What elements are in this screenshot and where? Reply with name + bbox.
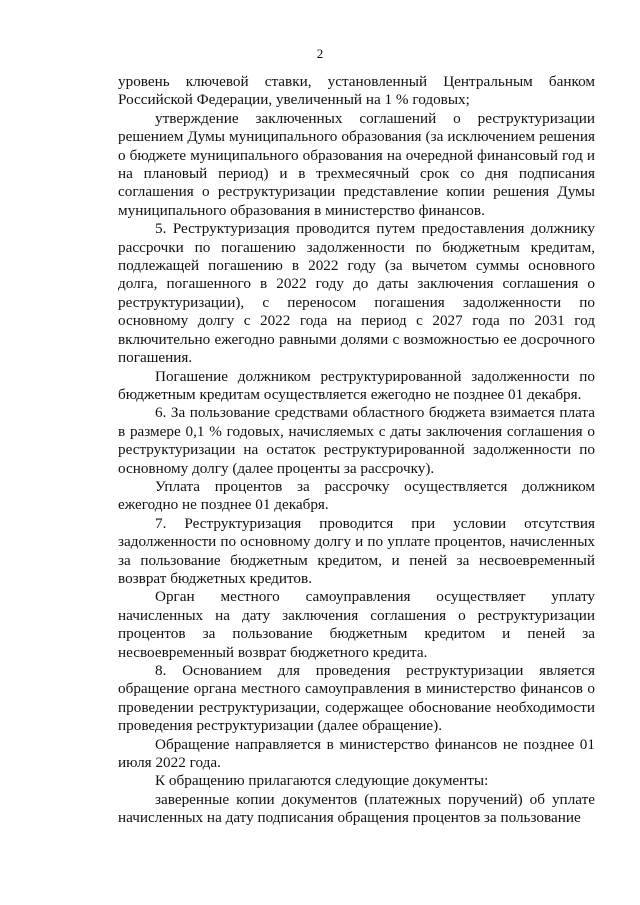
- paragraph: 8. Основанием для проведения реструктуризации является обращение органа местного самоуправления в министерство финансов о проведении реструктуризации, содержащее обоснование необходимости проведения реструктуризации (далее обращение).: [118, 662, 595, 735]
- paragraph: уровень ключевой ставки, установленный Центральным банком Российской Федерации, увеличенный на 1 % годовых;: [118, 73, 595, 109]
- paragraph: заверенные копии документов (платежных поручений) об уплате начисленных на дату подписания обращения процентов за пользование: [118, 790, 595, 827]
- paragraph: К обращению прилагаются следующие документы:: [155, 772, 489, 790]
- paragraph: Орган местного самоуправления осуществляет уплату начисленных на дату заключения соглашения о реструктуризации процентов за пользование бюджетным кредитом и пеней за несвоевременный возврат бюджетного кредита.: [118, 588, 595, 661]
- paragraph: Обращение направляется в министерство финансов не позднее 01 июля 2022 года.: [118, 735, 595, 772]
- paragraph: 7. Реструктуризация проводится при условии отсутствия задолженности по основному долгу и по уплате процентов, начисленных за пользование бюджетным кредитом, и пеней за несвоевременный возврат бюджетных кредитов.: [118, 514, 595, 587]
- paragraph: Погашение должником реструктурированной задолженности по бюджетным кредитам осуществляется ежегодно не позднее 01 декабря.: [118, 367, 595, 403]
- paragraph: 6. За пользование средствами областного бюджета взимается плата в размере 0,1 % годовых, начисляемых с даты заключения соглашения о реструктуризации на остаток реструктурированной задолженности по основному долгу (далее проценты за рассрочку).: [118, 404, 595, 477]
- paragraph: 5. Реструктуризация проводится путем предоставления должнику рассрочки по погашению задолженности по бюджетным кредитам, подлежащей погашению в 2022 году (за вычетом суммы основного долга, погашенного в 2022 году до даты заключения соглашения о реструктуризации), с переносом погашения задолженности по основному долгу с 2022 года на период с 2027 года по 2031 год включительно ежегодно равными долями с возможностью ее досрочного погашения.: [118, 220, 595, 367]
- paragraph: Уплата процентов за рассрочку осуществляется должником ежегодно не позднее 01 декабря.: [118, 477, 595, 514]
- document-body: [118, 73, 595, 828]
- paragraph: утверждение заключенных соглашений о реструктуризации решением Думы муниципального образования (за исключением решения о бюджете муниципального образования на очередной финансовый год и на плановый период) и в трехмесячный срок со дня подписания соглашения о реструктуризации представление копии решения Думы муниципального образования в министерство финансов.: [118, 109, 595, 219]
- page-number: 2: [316, 46, 324, 61]
